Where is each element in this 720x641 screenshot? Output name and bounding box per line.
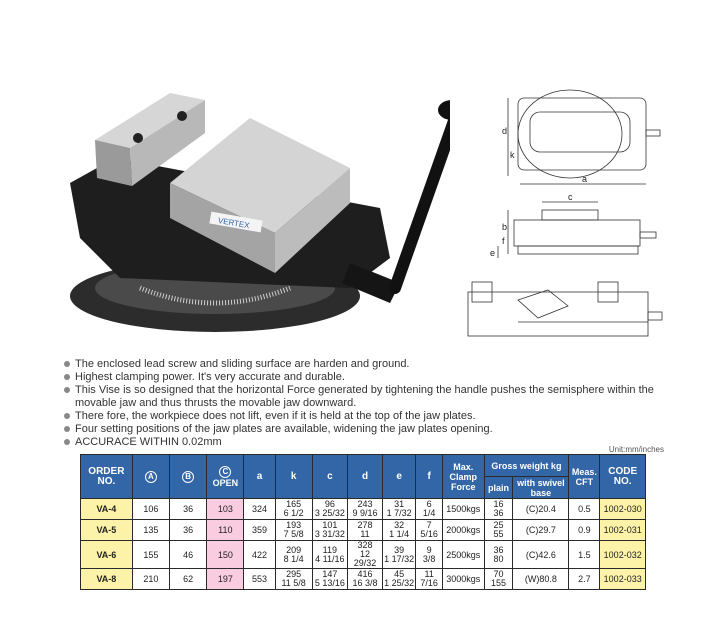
header-a: a bbox=[244, 455, 275, 499]
header-B: B bbox=[169, 455, 206, 499]
handle-knob bbox=[438, 100, 450, 120]
dim-e-label: e bbox=[490, 248, 496, 258]
unit-note: Unit:mm/inches bbox=[608, 445, 664, 454]
header-swivel: with swivel base bbox=[513, 477, 569, 499]
dim-d-label: d bbox=[502, 126, 508, 136]
vise-photo bbox=[60, 88, 450, 338]
top-view-body bbox=[518, 98, 646, 170]
header-d: d bbox=[347, 455, 382, 499]
feature-item: The enclosed lead screw and sliding surface are harden and ground. bbox=[64, 358, 664, 371]
brand-label: VERTEX bbox=[217, 215, 251, 231]
header-e: e bbox=[383, 455, 416, 499]
table-row: VA-5 135 36 110 359 193 7 5/8 101 3 31/32 278 11 32 1 1/4 7 5/16 2000kgs 25 55 (C)29.7 0.9 1002-031 bbox=[81, 520, 646, 541]
dim-a-label: a bbox=[582, 174, 588, 184]
header-c: c bbox=[312, 455, 347, 499]
feature-item: ACCURACE WITHIN 0.02mm bbox=[64, 436, 664, 449]
top-view-base bbox=[518, 90, 622, 178]
feature-item: Four setting positions of the jaw plates are available, widening the jaw plates opening. bbox=[64, 423, 664, 436]
feature-item: This Vise is so designed that the horizontal Force generated by tightening the handle pushes the semisphere within the movable jaw and thus thrusts the movable jaw downward. bbox=[64, 384, 664, 410]
table-row: VA-4 106 36 103 324 165 6 1/2 96 3 25/32 243 9 9/16 31 1 7/32 6 1/4 1500kgs 16 36 (C)20.4 0.5 1002-030 bbox=[81, 499, 646, 520]
dim-b-label: b bbox=[502, 222, 508, 232]
dim-c-label: c bbox=[568, 192, 573, 202]
technical-drawings bbox=[458, 86, 668, 348]
header-f: f bbox=[416, 455, 443, 499]
feature-list bbox=[64, 358, 664, 449]
header-A: A bbox=[132, 455, 169, 499]
dim-k-label: k bbox=[510, 150, 515, 160]
header-plain: plain bbox=[484, 477, 513, 499]
jaw-screw-left bbox=[133, 133, 143, 143]
handle-bar bbox=[395, 118, 450, 288]
section-view-body bbox=[468, 292, 648, 336]
header-clamp-force: Max. Clamp Force bbox=[443, 455, 484, 499]
header-C-open: C OPEN bbox=[207, 455, 244, 499]
header-code: CODE NO. bbox=[600, 455, 646, 499]
dim-f-label: f bbox=[502, 236, 505, 246]
jaw-screw-right bbox=[177, 111, 187, 121]
table-row: VA-8 210 62 197 553 295 11 5/8 147 5 13/16 416 16 3/8 45 1 25/32 11 7/16 3000kgs 70 155 (W)80.8 2.7 1002-033 bbox=[81, 569, 646, 590]
header-k: k bbox=[275, 455, 312, 499]
header-order: ORDER NO. bbox=[81, 455, 133, 499]
header-gross-weight: Gross weight kg bbox=[484, 455, 569, 477]
feature-item: Highest clamping power. It's very accurate and durable. bbox=[64, 371, 664, 384]
side-view-body bbox=[514, 220, 640, 246]
header-meas: Meas. CFT bbox=[569, 455, 600, 499]
table-row: VA-6 155 46 150 422 209 8 1/4 119 4 11/16 328 12 29/32 39 1 17/32 9 3/8 2500kgs 36 80 (C)42.6 1.5 1002-032 bbox=[81, 541, 646, 569]
feature-item: There fore, the workpiece does not lift, even if it is held at the top of the jaw plates. bbox=[64, 410, 664, 423]
spec-table bbox=[80, 454, 646, 590]
